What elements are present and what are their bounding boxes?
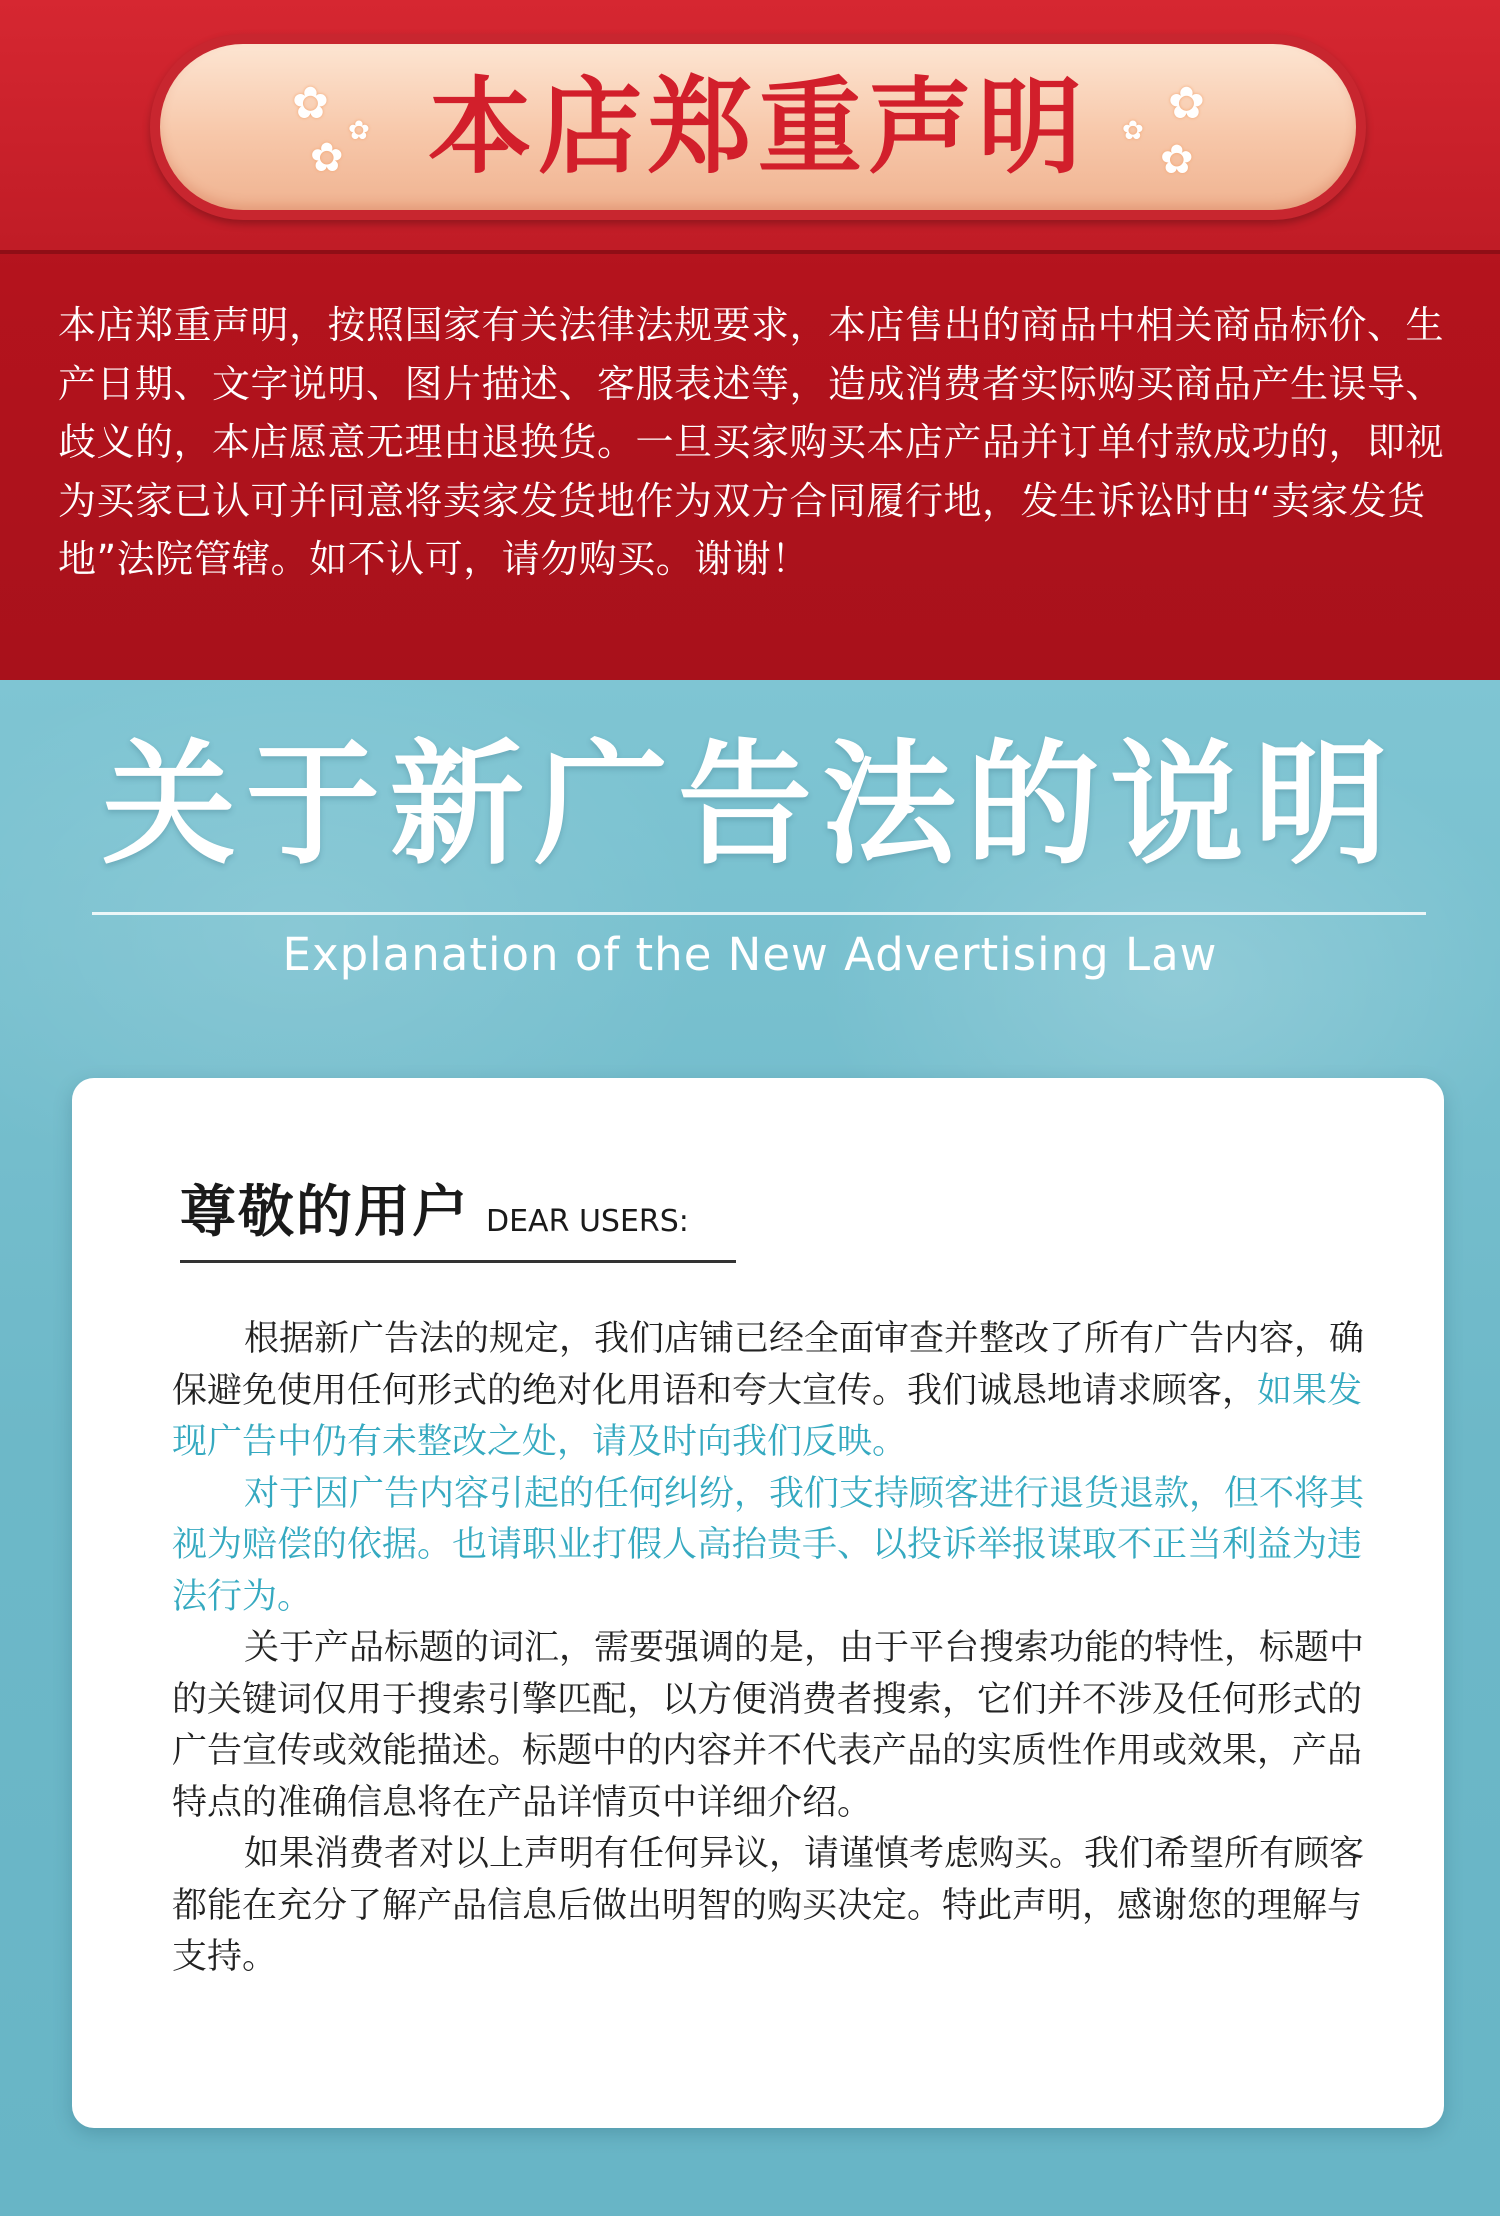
paragraph-1 xyxy=(172,1314,1392,1469)
paragraph-1-highlight: 如果发现广告中仍有未整改之处，请及时向我们反映。 xyxy=(172,1370,1363,1462)
statement-card xyxy=(72,1078,1444,2128)
flower-decoration-left xyxy=(290,78,400,192)
paragraph-1-text: 根据新广告法的规定，我们店铺已经全面审查并整改了所有广告内容，确保避免使用任何形式的绝对化用语和夸大宣传。我们诚恳地请求顾客， xyxy=(172,1319,1365,1411)
notice-text: 本店郑重声明，按照国家有关法律法规要求，本店售出的商品中相关商品标价、生产日期、文字说明、图片描述、客服表述等，造成消费者实际购买商品产生误导、歧义的，本店愿意无理由退换货。一旦买家购买本店产品并订单付款成功的，即视为买家已认可并同意将卖家发货地作为双方合同履行地，发生诉讼时由“卖家发货地”法院管辖。如不认可，请勿购买。谢谢！ xyxy=(58,303,1445,581)
paragraph-2: 对于因广告内容引起的任何纠纷，我们支持顾客进行退货退款，但不将其视为赔偿的依据。也请职业打假人高抬贵手、以投诉举报谋取不正当利益为违法行为。 xyxy=(172,1473,1365,1617)
flower-icon: ✿ xyxy=(1160,137,1194,183)
notice-banner-inner xyxy=(160,44,1356,210)
ad-law-section xyxy=(0,680,1500,2216)
flower-icon: ✿ xyxy=(292,78,329,129)
greeting-divider xyxy=(180,1260,736,1263)
notice-banner xyxy=(150,34,1366,220)
greeting-en: DEAR USERS: xyxy=(486,1204,689,1239)
ad-law-subtitle: Explanation of the New Advertising Law xyxy=(282,928,1218,981)
flower-icon: ✿ xyxy=(310,135,344,181)
flower-icon: ✿ xyxy=(1168,78,1205,129)
paragraph-3: 关于产品标题的词汇，需要强调的是，由于平台搜索功能的特性，标题中的关键词仅用于搜索引擎匹配，以方便消费者搜索，它们并不涉及任何形式的广告宣传或效能描述。标题中的内容并不代表产品的实质性作用或效果，产品特点的准确信息将在产品详情页中详细介绍。 xyxy=(172,1628,1365,1823)
greeting-cn: 尊敬的用户 xyxy=(180,1180,470,1245)
flower-icon: ✿ xyxy=(348,116,370,146)
greeting xyxy=(180,1168,689,1248)
statement-body xyxy=(172,1314,1392,1984)
ad-law-title: 关于新广告法的说明 xyxy=(101,727,1398,883)
title-divider xyxy=(92,912,1426,915)
store-notice-section xyxy=(0,0,1500,680)
notice-header-band xyxy=(0,0,1500,254)
flower-decoration-right xyxy=(1116,78,1226,192)
flower-icon: ✿ xyxy=(1122,116,1144,146)
paragraph-4: 如果消费者对以上声明有任何异议，请谨慎考虑购买。我们希望所有顾客都能在充分了解产品信息后做出明智的购买决定。特此声明，感谢您的理解与支持。 xyxy=(172,1834,1365,1977)
notice-title: 本店郑重声明 xyxy=(427,66,1088,188)
